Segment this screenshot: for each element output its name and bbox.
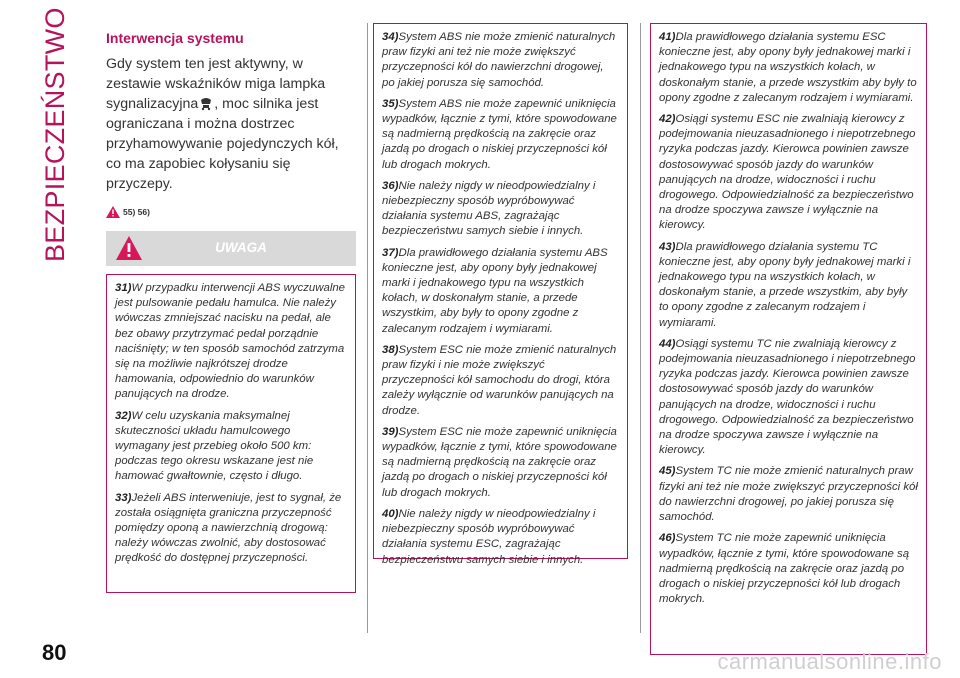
note-43 <box>659 240 918 331</box>
section-title: Interwencja systemu <box>106 30 244 46</box>
warning-refs <box>106 206 356 218</box>
body-text-part1: Gdy system ten jest aktywny, w zestawie wskaźników miga lampka sygnalizacyjna <box>106 56 326 112</box>
note-text: Osiągi systemu ESC nie zwalniają kierowcy z podejmowania nieuzasadnionego i niepotrzebnego ryzyka podczas jazdy. Kierowca powinien zawsze dostosowywać sposób jazdy do warunków panujących na drodze, widoczności i ruchu drogowego. Odpowiedzialność za bezpieczeństwo na drodze spoczywa zawsze i wyłącznie na kierowcy. <box>659 113 916 232</box>
note-number: 34) <box>382 31 399 43</box>
note-number: 46) <box>659 532 676 545</box>
note-number: 31) <box>115 282 132 294</box>
warning-header-label: UWAGA <box>215 240 267 255</box>
note-text: Dla prawidłowego działania systemu ESC konieczne jest, aby opony były jednakowej marki i jednakowego typu na wszystkich kołach, w doskonałym stanie, a przede wszystkim aby były to opony zgodne z zalecanym rodzajem i wymiarami. <box>659 31 917 104</box>
side-section-title-text: BEZPIECZEŃSTWO <box>40 7 70 262</box>
note-33 <box>115 491 347 567</box>
note-41 <box>659 30 918 106</box>
trailer-sway-warning-icon <box>198 95 214 111</box>
note-number: 45) <box>659 465 676 478</box>
note-text: System ESC nie może zmienić naturalnych praw fizyki i nie może zwiększyć przyczepności kół samochodu do drogi, która zależy wyłącznie od warunków panujących na drodze. <box>382 343 617 417</box>
note-31 <box>115 281 347 403</box>
note-34 <box>382 30 619 91</box>
note-35 <box>382 97 619 173</box>
note-40 <box>382 507 619 568</box>
warning-header <box>106 231 356 266</box>
note-number: 33) <box>115 491 132 504</box>
note-text: Osiągi systemu TC nie zwalniają kierowcy z podejmowania nieuzasadnionego i niepotrzebnego ryzyka podczas jazdy. Kierowca powinien zawsze dostosowywać sposób jazdy do warunków panujących na drodze, widoczności i ruchu drogowego. Odpowiedzialność za bezpieczeństwo na drodze spoczywa zawsze i wyłącznie na kierowcy. <box>659 337 916 457</box>
note-text: W celu uzyskania maksymalnej skuteczności układu hamulcowego wymagany jest przebieg około 500 km: podczas tego okresu wskazane jest nie hamować gwałtownie, często i długo. <box>115 409 314 483</box>
warning-box-1 <box>106 274 356 593</box>
note-number: 39) <box>382 425 399 438</box>
watermark: carmanualsonline.info <box>717 649 942 674</box>
note-text: System ABS nie może zmienić naturalnych praw fizyki ani też nie może zwiększyć przyczepności kół do nawierzchni drogowej, po jakiej porusza się samochód. <box>382 31 616 89</box>
note-32 <box>115 409 347 485</box>
note-42 <box>659 112 918 234</box>
note-number: 38) <box>382 343 399 356</box>
note-46 <box>659 531 918 607</box>
note-number: 43) <box>659 240 676 253</box>
warning-refs-text: 55) 56) <box>123 207 150 217</box>
note-number: 41) <box>659 31 676 43</box>
note-number: 37) <box>382 246 399 259</box>
note-number: 40) <box>382 507 399 520</box>
note-text: System ABS nie może zapewnić uniknięcia wypadków, łącznie z tymi, które spowodowane są nadmierną prędkością na zakręcie oraz jazdą po drogach o niskiej przyczepności kół lub drogach mokrych. <box>382 97 617 171</box>
body-text-part2: , moc silnika jest ograniczana i można dostrzec przyhamowywanie pojedynczych kół, co ma zapobiec kołysaniu się przyczepy. <box>106 96 339 192</box>
warning-box-2 <box>373 23 628 566</box>
note-text: Nie należy nigdy w nieodpowiedzialny i niebezpieczny sposób wypróbowywać działania systemu ABS, zagrażając bezpieczeństwu samych siebie i innych. <box>382 179 596 238</box>
note-number: 44) <box>659 337 676 350</box>
note-text: System TC nie może zmienić naturalnych praw fizyki ani też nie może zwiększyć przyczepności kół do nawierzchni drogowej, po jakiej porusza się samochód. <box>659 465 918 524</box>
note-text: W przypadku interwencji ABS wyczuwalne jest pulsowanie pedału hamulca. Nie należy wówczas zmniejszać nacisku na pedał, ale bez obawy przytrzymać pedał porządnie naciśnięty; w ten sposób samochód zatrzyma się na możliwie najkrótszej drodze hamowania, odpowiednio do warunków panujących na drodze. <box>115 282 346 401</box>
section-body <box>106 54 356 194</box>
note-44 <box>659 337 918 459</box>
note-37 <box>382 246 619 337</box>
note-text: System TC nie może zapewnić uniknięcia wypadków, łącznie z tymi, które spowodowane są nadmierną prędkością na zakręcie oraz jazdą po drogach o niskiej przyczepności kół lub drogach mokrych. <box>659 532 910 606</box>
note-38 <box>382 343 619 419</box>
note-text: Jeżeli ABS interweniuje, jest to sygnał, że została osiągnięta graniczna przyczepność pomiędzy oponą a nawierzchnią drogową: należy wówczas zwolnić, aby dostosować prędkość do dostępnej przyczepności. <box>115 491 342 565</box>
warning-box-3 <box>650 23 927 655</box>
note-45 <box>659 464 918 525</box>
note-number: 35) <box>382 97 399 110</box>
note-text: Dla prawidłowego działania systemu ABS konieczne jest, aby opony były jednakowej marki i jednakowego typu na wszystkich kołach, w doskonałym stanie, a przede wszystkim, aby były to opony zgodne z zalecanym rodzajem i wymiarami. <box>382 246 608 335</box>
note-text: Dla prawidłowego działania systemu TC konieczne jest, aby opony były jednakowej marki i jednakowego typu na wszystkich kołach, w doskonałym stanie, a przede wszystkim, aby były to opony zgodne z zalecanym rodzajem i wymiarami. <box>659 240 911 329</box>
note-39 <box>382 425 619 501</box>
note-36 <box>382 179 619 240</box>
page-number: 80 <box>42 640 67 665</box>
note-number: 36) <box>382 179 399 192</box>
note-number: 42) <box>659 113 676 126</box>
note-number: 32) <box>115 409 132 422</box>
column-1 <box>106 30 356 218</box>
note-text: System ESC nie może zapewnić uniknięcia wypadków, łącznie z tymi, które spowodowane są nadmierną prędkością na zakręcie oraz jazdą po drogach o niskiej przyczepności kół lub drogach mokrych. <box>382 425 617 499</box>
warning-triangle-icon <box>106 206 120 218</box>
note-text: Nie należy nigdy w nieodpowiedzialny i niebezpieczny sposób wypróbowywać działania systemu ESC, zagrażając bezpieczeństwu samych siebie i innych. <box>382 507 596 566</box>
side-section-title <box>28 0 78 270</box>
column-divider <box>367 23 368 633</box>
column-divider <box>640 23 641 633</box>
